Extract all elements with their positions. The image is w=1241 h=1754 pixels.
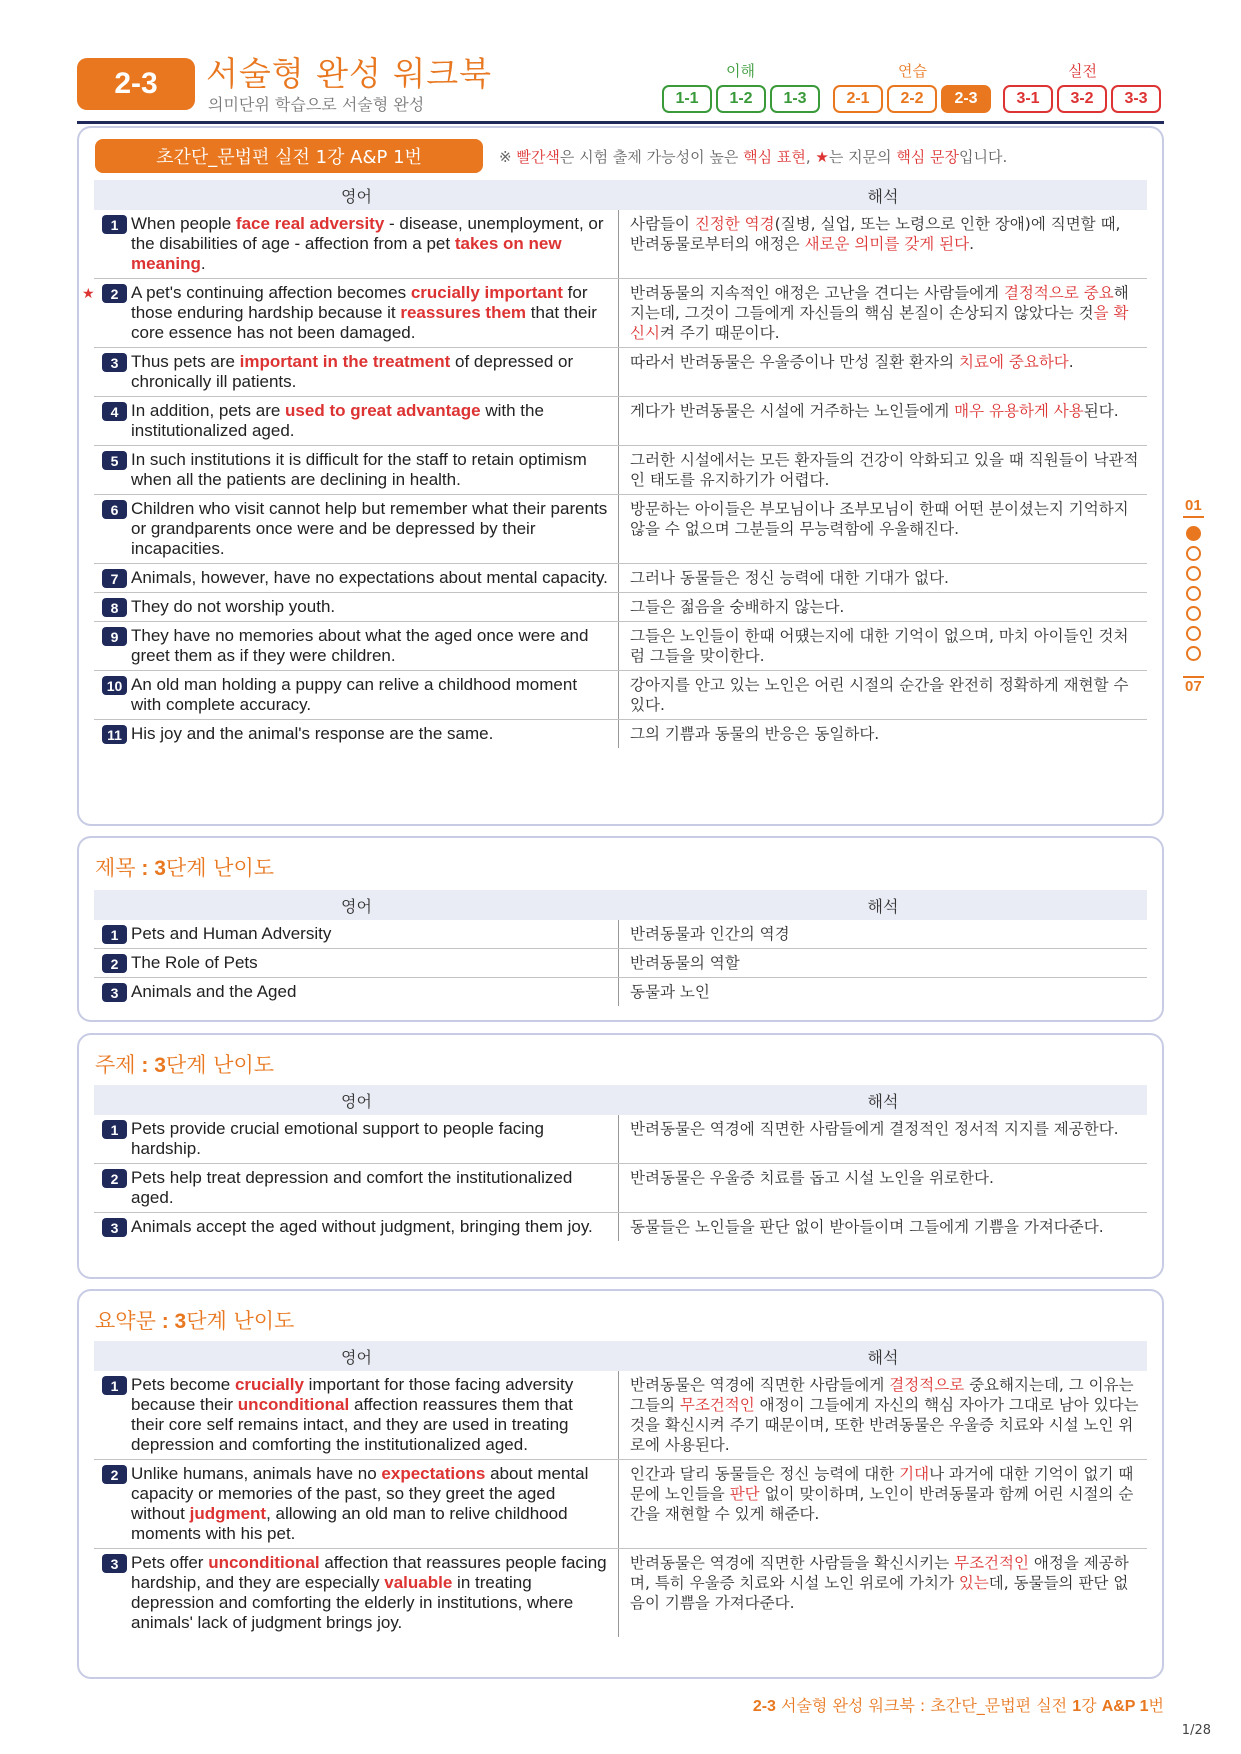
theme-rows xyxy=(94,1115,1147,1241)
english-text: for those enduring hardship because it xyxy=(131,283,588,322)
korean-text: 켜 주기 때문이다. xyxy=(659,324,780,342)
sentence-number: 4 xyxy=(102,402,127,421)
korean-text: 방문하는 아이들은 부모님이나 조부모님이 한때 어떤 분이셨는지 기억하지 않을 수 없으며 그분들의 무능력함에 우울해진다. xyxy=(630,500,1129,538)
stage-2-1-button[interactable]: 2-1 xyxy=(833,85,883,113)
english-text: In addition, pets are xyxy=(131,401,286,420)
english-text: Pets offer xyxy=(131,1553,209,1572)
english-text: affection that reassures people facing hardship, and they are especially xyxy=(131,1553,607,1592)
key-translation: 을 확신시 xyxy=(630,304,1129,342)
english-text: about mental capacity or memories of the past, so they greet the aged without xyxy=(131,1464,589,1523)
korean-text: 동물들은 노인들을 판단 없이 받아들이며 그들에게 기쁨을 가져다준다. xyxy=(630,1218,1104,1236)
note-text-1: 은 시험 출제 가능성이 높은 xyxy=(559,148,744,166)
korean-cell xyxy=(619,1371,1147,1459)
key-translation: 치료에 중요하다 xyxy=(959,353,1069,371)
sentence-number: 8 xyxy=(102,598,127,617)
sentence-number: 2 xyxy=(102,1465,127,1484)
lesson-label: 초간단_문법편 실전 1강 A&P 1번 xyxy=(95,139,483,173)
english-cell xyxy=(94,978,619,1006)
english-text: Thus pets are xyxy=(131,352,240,371)
english-text: The Role of Pets xyxy=(131,953,258,972)
key-translation: 무조건적인 xyxy=(679,1396,755,1414)
summary-panel xyxy=(77,1289,1164,1679)
col-korean: 해석 xyxy=(867,1347,899,1367)
english-cell xyxy=(94,1213,619,1241)
page-number: 1/28 xyxy=(1181,1723,1211,1738)
title-section-heading xyxy=(95,852,274,882)
english-text: Animals and the Aged xyxy=(131,982,297,1001)
section-level: : 3 xyxy=(135,857,166,880)
korean-cell xyxy=(619,210,1147,278)
sentence-number: 3 xyxy=(102,1218,127,1237)
sentence-number: 1 xyxy=(102,1376,127,1395)
star-icon: ★ xyxy=(815,148,829,166)
korean-text: 그러나 동물들은 정신 능력에 대한 기대가 없다. xyxy=(630,569,949,587)
legend-note xyxy=(499,146,1007,167)
note-text-2: , xyxy=(805,148,816,166)
table-row xyxy=(82,279,1147,348)
english-text: Pets become xyxy=(131,1375,235,1394)
table-header xyxy=(94,180,1147,210)
table-row xyxy=(94,210,1147,279)
korean-cell xyxy=(619,1460,1147,1548)
table-row xyxy=(94,564,1147,593)
col-korean: 해석 xyxy=(867,186,899,206)
table-row xyxy=(94,1115,1147,1164)
korean-cell xyxy=(619,622,1147,670)
korean-cell xyxy=(619,564,1147,592)
table-header xyxy=(94,1085,1147,1115)
english-text: In such institutions it is difficult for the staff to retain optimism when all the patients are declining in health. xyxy=(131,450,587,489)
footer-lesson-num: 1 xyxy=(1072,1698,1082,1715)
key-expression: unconditional xyxy=(237,1395,350,1414)
sentence-number: 2 xyxy=(102,284,127,303)
sentence-number: 10 xyxy=(102,676,127,695)
table-row xyxy=(94,978,1147,1006)
summary-rows xyxy=(94,1371,1147,1637)
table-row xyxy=(94,1460,1147,1549)
english-text: . xyxy=(200,254,206,273)
english-text: affection reassures them that their core self remains intact, and they are used in treating depression and comforting the institutionalized aged. xyxy=(131,1395,573,1454)
key-translation: 판단 xyxy=(729,1485,760,1503)
sentence-number: 11 xyxy=(102,725,127,744)
english-cell xyxy=(94,397,619,445)
unit-badge: 2-3 xyxy=(77,58,195,110)
table-row xyxy=(94,622,1147,671)
key-expression: face real adversity xyxy=(235,214,385,233)
korean-cell xyxy=(619,348,1147,396)
stage-3-1-button[interactable]: 3-1 xyxy=(1003,85,1053,113)
english-cell xyxy=(94,671,619,719)
stage-1-3-button[interactable]: 1-3 xyxy=(770,85,820,113)
progress-dot[interactable] xyxy=(1186,586,1201,601)
progress-dot[interactable] xyxy=(1186,626,1201,641)
english-text: Pets help treat depression and comfort the institutionalized aged. xyxy=(131,1168,573,1207)
section-level: : 3 xyxy=(155,1310,187,1333)
korean-cell xyxy=(619,446,1147,494)
table-row xyxy=(94,348,1147,397)
title-panel xyxy=(77,836,1164,1022)
footer-title xyxy=(753,1693,1164,1716)
footer-lesson: 강 xyxy=(1081,1696,1102,1715)
korean-text: 그들은 노인들이 한때 어떘는지에 대한 기억이 없으며, 마치 아이들인 것처럼 그들을 맞이한다. xyxy=(630,627,1129,665)
side-index-top: 01 xyxy=(1185,497,1202,514)
korean-text: 사람들이 xyxy=(630,215,695,233)
english-text: with the institutionalized aged. xyxy=(131,401,544,440)
korean-text: 강아지를 안고 있는 노인은 어린 시절의 순간을 완전히 정확하게 재현할 수 있다. xyxy=(630,676,1129,714)
key-expression: used to great advantage xyxy=(285,401,481,420)
sentence-number: 9 xyxy=(102,627,127,646)
korean-text: 된다. xyxy=(1083,402,1119,420)
col-korean: 해석 xyxy=(867,896,899,916)
korean-text: . xyxy=(969,235,975,253)
table-row xyxy=(94,949,1147,978)
section-level-suffix: 단계 난이도 xyxy=(186,1309,295,1333)
english-cell xyxy=(94,564,619,592)
sentence-number: 3 xyxy=(102,353,127,372)
english-cell xyxy=(94,446,619,494)
korean-text: 데, 동물들의 판단 없음이 기쁨을 가져다준다. xyxy=(630,1574,1129,1612)
stage-label-practice: 연습 xyxy=(898,62,927,80)
korean-cell xyxy=(619,671,1147,719)
english-cell xyxy=(94,495,619,563)
key-translation: 결정적으로 xyxy=(889,1376,965,1394)
english-text: His joy and the animal's response are the same. xyxy=(131,724,494,743)
korean-cell xyxy=(619,949,1147,977)
key-translation: 기대 xyxy=(899,1465,930,1483)
stage-label-understand: 이해 xyxy=(726,62,755,80)
title-rows xyxy=(94,920,1147,1006)
korean-text: 게다가 반려동물은 시설에 거주하는 노인들에게 xyxy=(630,402,955,420)
note-text-4: 입니다. xyxy=(959,148,1008,166)
korean-cell xyxy=(619,1115,1147,1163)
korean-text: 그의 기쁨과 동물의 반응은 동일하다. xyxy=(630,725,880,743)
key-expression: crucially important xyxy=(410,283,563,302)
sentence-number: 1 xyxy=(102,925,127,944)
theme-section-heading xyxy=(95,1049,274,1079)
english-cell xyxy=(94,622,619,670)
page-title: 서술형 완성 워크북 xyxy=(206,54,493,93)
footer-unit: 번 xyxy=(1148,1696,1164,1715)
key-translation: 매우 유용하게 사용 xyxy=(954,402,1084,420)
stage-1-2-button[interactable]: 1-2 xyxy=(716,85,766,113)
note-mark: ※ xyxy=(499,148,512,166)
section-label: 주제 xyxy=(95,1053,136,1077)
english-cell xyxy=(82,279,619,347)
table-row xyxy=(94,495,1147,564)
english-text: An old man holding a puppy can relive a childhood moment with complete accuracy. xyxy=(131,675,578,714)
passage-rows xyxy=(82,210,1147,748)
note-key-sentence: 핵심 문장 xyxy=(896,148,960,166)
progress-dot[interactable] xyxy=(1186,546,1201,561)
table-header xyxy=(94,890,1147,920)
english-cell xyxy=(94,210,619,278)
table-row xyxy=(94,671,1147,720)
footer-ap: A&P 1 xyxy=(1101,1698,1149,1715)
sentence-number: 3 xyxy=(102,1554,127,1573)
table-row xyxy=(94,720,1147,748)
table-header xyxy=(94,1341,1147,1371)
section-label: 제목 xyxy=(95,856,136,880)
korean-text: 반려동물은 우울증 치료를 돕고 시설 노인을 위로한다. xyxy=(630,1169,994,1187)
english-text: important for those facing adversity because their xyxy=(131,1375,574,1414)
korean-text: 동물과 노인 xyxy=(630,983,710,1001)
english-text: They have no memories about what the aged once were and greet them as if they were children. xyxy=(131,626,589,665)
stage-2-2-button[interactable]: 2-2 xyxy=(887,85,937,113)
english-cell xyxy=(94,1371,619,1459)
table-row xyxy=(94,920,1147,949)
table-row xyxy=(94,446,1147,495)
korean-text: 반려동물과 인간의 역경 xyxy=(630,925,790,943)
korean-text: 따라서 반려동물은 우울증이나 만성 질환 환자의 xyxy=(630,353,960,371)
stage-1-1-button[interactable]: 1-1 xyxy=(662,85,712,113)
theme-panel xyxy=(77,1033,1164,1279)
table-row xyxy=(94,1549,1147,1637)
english-cell xyxy=(94,1115,619,1163)
english-cell xyxy=(94,1549,619,1637)
key-expression: valuable xyxy=(384,1573,453,1592)
korean-text: 중요해지는데, 그 이유는 그들의 xyxy=(630,1376,1134,1414)
english-cell xyxy=(94,1460,619,1548)
col-english: 영어 xyxy=(341,186,372,206)
english-text: Pets provide crucial emotional support to people facing hardship. xyxy=(131,1119,544,1158)
stage-group-practice xyxy=(833,85,991,113)
english-cell xyxy=(94,1164,619,1212)
english-cell xyxy=(94,348,619,396)
table-row xyxy=(94,593,1147,622)
sentence-number: 7 xyxy=(102,569,127,588)
table-row xyxy=(94,1164,1147,1213)
korean-cell xyxy=(619,397,1147,445)
section-level-suffix: 단계 난이도 xyxy=(165,1053,275,1077)
korean-cell xyxy=(619,1549,1147,1637)
sentence-number: 3 xyxy=(102,983,127,1002)
page-subtitle: 의미단위 학습으로 서술형 완성 xyxy=(208,95,425,114)
footer-code: 2-3 xyxy=(752,1698,776,1715)
note-red-word: 빨간색 xyxy=(516,148,560,166)
key-expression: unconditional xyxy=(208,1553,320,1572)
english-cell xyxy=(94,593,619,621)
sentence-number: 1 xyxy=(102,215,127,234)
table-row xyxy=(94,1213,1147,1241)
key-expression: reassures them xyxy=(400,303,527,322)
korean-text: 애정이 그들에게 자신의 핵심 자아가 그대로 남아 있다는 것을 확신시켜 주기 때문이며, 또한 반려동물은 우울증 치료와 시설 노인 위로에 사용된다. xyxy=(630,1396,1139,1454)
key-sentence-star-icon: ★ xyxy=(82,285,95,301)
table-row xyxy=(94,397,1147,446)
korean-text: 반려동물은 역경에 직면한 사람들에게 xyxy=(630,1376,890,1394)
korean-cell xyxy=(619,279,1147,347)
english-text: Animals accept the aged without judgment, bringing them joy. xyxy=(131,1217,593,1236)
korean-cell xyxy=(619,495,1147,563)
col-english: 영어 xyxy=(341,896,372,916)
section-level-suffix: 단계 난이도 xyxy=(165,856,275,880)
english-text: When people xyxy=(131,214,236,233)
key-expression: expectations xyxy=(381,1464,486,1483)
english-cell xyxy=(94,920,619,948)
stage-3-2-button[interactable]: 3-2 xyxy=(1057,85,1107,113)
korean-cell xyxy=(619,920,1147,948)
section-level: : 3 xyxy=(135,1054,166,1077)
korean-text: 없이 맞이하며, 노인이 반려동물과 함께 어린 시절의 순간을 재현할 수 있게 해준다. xyxy=(630,1485,1134,1523)
english-cell xyxy=(94,720,619,748)
korean-text: 반려동물은 역경에 직면한 사람들을 확신시키는 xyxy=(630,1554,955,1572)
col-english: 영어 xyxy=(341,1347,372,1367)
korean-cell xyxy=(619,593,1147,621)
key-expression: important in the treatment xyxy=(239,352,451,371)
korean-text: 인간과 달리 동물들은 정신 능력에 대한 xyxy=(630,1465,900,1483)
progress-dot[interactable] xyxy=(1186,646,1201,661)
summary-section-heading xyxy=(95,1305,294,1335)
english-text: in treating depression and comforting the elderly in institutions, where animals' lack of judgment brings joy. xyxy=(131,1573,574,1632)
key-translation: 새로운 의미를 갖게 된다 xyxy=(804,235,970,253)
table-row xyxy=(94,1371,1147,1460)
stage-2-3-button[interactable]: 2-3 xyxy=(941,85,991,113)
korean-text: (질병, 실업, 또는 노령으로 인한 장애)에 직면할 때, 반려동물로부터의 애정은 xyxy=(630,215,1121,253)
progress-dot[interactable] xyxy=(1186,526,1201,541)
english-text: of depressed or chronically ill patients. xyxy=(131,352,574,391)
col-english: 영어 xyxy=(341,1091,372,1111)
key-expression: judgment xyxy=(189,1504,267,1523)
note-text-3: 는 지문의 xyxy=(828,148,897,166)
col-korean: 해석 xyxy=(867,1091,899,1111)
english-text: Pets and Human Adversity xyxy=(131,924,332,943)
korean-text: 그들은 젊음을 숭배하지 않는다. xyxy=(630,598,845,616)
english-cell xyxy=(94,949,619,977)
header-divider xyxy=(77,121,1164,124)
korean-cell xyxy=(619,978,1147,1006)
korean-text: 애정을 제공하며, 특히 우울증 치료와 시설 노인 위로에 가치가 xyxy=(630,1554,1129,1592)
korean-cell xyxy=(619,1213,1147,1241)
english-text: that their core essence has not been damaged. xyxy=(131,303,597,342)
key-translation: 결정적으로 중요 xyxy=(1003,284,1114,302)
english-text: , allowing an old man to relive childhood moments with his pet. xyxy=(131,1504,568,1543)
english-text: - disease, unemployment, or the disabilities of age - affection from a pet xyxy=(131,214,604,253)
stage-label-real: 실전 xyxy=(1068,62,1097,80)
korean-text: 나 과거에 대한 기억이 없기 때문에 노인들을 xyxy=(630,1465,1134,1503)
english-text: Children who visit cannot help but remember what their parents or grandparents once were and be depressed by their incapacities. xyxy=(131,499,608,558)
side-divider-top xyxy=(1183,516,1204,518)
korean-cell xyxy=(619,720,1147,748)
korean-cell xyxy=(619,1164,1147,1212)
english-text: Animals, however, have no expectations about mental capacity. xyxy=(131,568,608,587)
key-translation: 진정한 역경 xyxy=(694,215,775,233)
progress-dot[interactable] xyxy=(1186,606,1201,621)
korean-text: 그러한 시설에서는 모든 환자들의 건강이 악화되고 있을 때 직원들이 낙관적인 태도를 유지하기가 어렵다. xyxy=(630,451,1139,489)
stage-group-understand xyxy=(662,85,820,113)
note-key-expression: 핵심 표현 xyxy=(743,148,806,166)
sentence-number: 2 xyxy=(102,1169,127,1188)
side-index-bottom: 07 xyxy=(1185,678,1202,695)
korean-text: 해지는데, 그것이 그들에게 자신들의 핵심 본질이 손상되지 않았다는 것 xyxy=(630,284,1129,322)
key-translation: 있는 xyxy=(958,1574,989,1592)
english-text: A pet's continuing affection becomes xyxy=(131,283,411,302)
korean-text: 반려동물은 역경에 직면한 사람들에게 결정적인 정서적 지지를 제공한다. xyxy=(630,1120,1119,1138)
section-label: 요약문 xyxy=(95,1309,156,1333)
progress-dot[interactable] xyxy=(1186,566,1201,581)
english-text: They do not worship youth. xyxy=(131,597,336,616)
sentence-number: 2 xyxy=(102,954,127,973)
key-expression: takes on new meaning xyxy=(131,234,562,273)
footer-text: 서술형 완성 워크북 : 초간단_문법편 실전 xyxy=(775,1696,1073,1715)
sentence-number: 1 xyxy=(102,1120,127,1139)
stage-group-real xyxy=(1003,85,1161,113)
sentence-number: 6 xyxy=(102,500,127,519)
korean-text: 반려동물의 역할 xyxy=(630,954,740,972)
korean-text: 반려동물의 지속적인 애정은 고난을 견디는 사람들에게 xyxy=(630,284,1004,302)
stage-3-3-button[interactable]: 3-3 xyxy=(1111,85,1161,113)
korean-text: . xyxy=(1068,353,1074,371)
key-translation: 무조건적인 xyxy=(954,1554,1029,1572)
key-expression: crucially xyxy=(234,1375,304,1394)
sentence-number: 5 xyxy=(102,451,127,470)
english-text: Unlike humans, animals have no xyxy=(131,1464,382,1483)
passage-panel xyxy=(77,126,1164,826)
